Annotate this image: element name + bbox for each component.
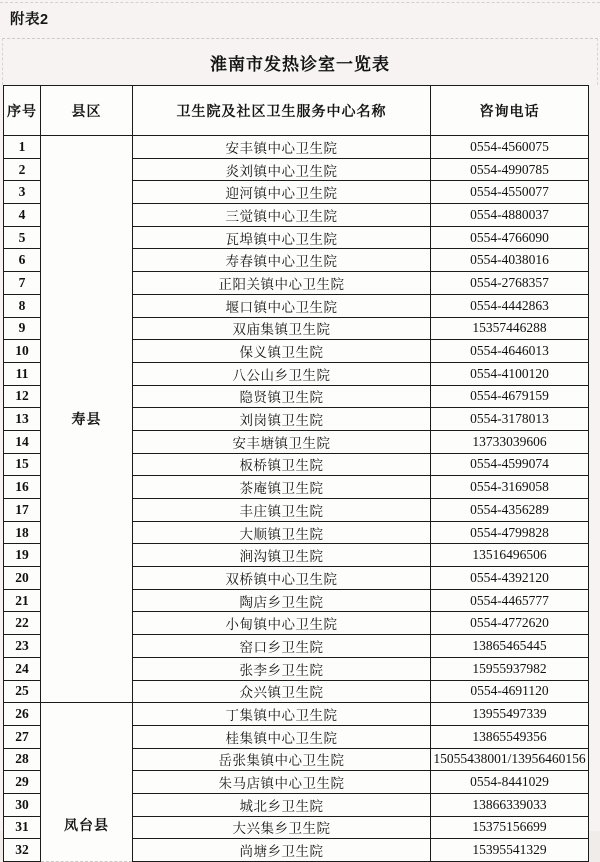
clinic-name-cell: 大顺镇卫生院	[133, 521, 431, 544]
phone-cell: 0554-4766090	[431, 226, 589, 249]
row-number-cell: 7	[4, 272, 41, 295]
header-cell-number: 序号	[4, 86, 41, 136]
phone-cell: 0554-2768357	[431, 272, 589, 295]
clinic-name-cell: 隐贤镇卫生院	[133, 385, 431, 408]
clinic-name-cell: 保义镇卫生院	[133, 340, 431, 363]
phone-cell: 0554-4799828	[431, 521, 589, 544]
row-number-cell: 16	[4, 476, 41, 499]
clinic-name-cell: 寿春镇中心卫生院	[133, 249, 431, 272]
row-number-cell: 14	[4, 430, 41, 453]
phone-cell: 0554-4465777	[431, 589, 589, 612]
clinic-name-cell: 双桥镇中心卫生院	[133, 567, 431, 590]
row-number-cell: 20	[4, 567, 41, 590]
clinic-name-cell: 八公山乡卫生院	[133, 362, 431, 385]
clinic-name-cell: 尚塘乡卫生院	[133, 839, 431, 862]
clinic-name-cell: 炎刘镇中心卫生院	[133, 158, 431, 181]
phone-cell: 0554-4100120	[431, 362, 589, 385]
county-cell: 寿县	[41, 136, 133, 703]
county-cell: 凤台县	[41, 703, 133, 862]
clinic-name-cell: 桂集镇中心卫生院	[133, 725, 431, 748]
row-number-cell: 3	[4, 181, 41, 204]
clinic-name-cell: 堰口镇中心卫生院	[133, 294, 431, 317]
row-number-cell: 12	[4, 385, 41, 408]
phone-cell: 0554-4880037	[431, 204, 589, 227]
phone-cell: 13955497339	[431, 703, 589, 726]
appendix-label: 附表2	[10, 12, 49, 28]
phone-cell: 13733039606	[431, 430, 589, 453]
phone-cell: 0554-8441029	[431, 771, 589, 794]
clinic-name-cell: 城北乡卫生院	[133, 793, 431, 816]
title-band	[2, 38, 598, 85]
phone-cell: 0554-3169058	[431, 476, 589, 499]
clinic-name-cell: 张李乡卫生院	[133, 657, 431, 680]
table-body	[4, 136, 589, 862]
row-number-cell: 32	[4, 839, 41, 862]
clinic-name-cell: 安丰塘镇卫生院	[133, 430, 431, 453]
phone-cell: 15955937982	[431, 657, 589, 680]
row-number-cell: 23	[4, 635, 41, 658]
clinic-name-cell: 窑口乡卫生院	[133, 635, 431, 658]
row-number-cell: 8	[4, 294, 41, 317]
row-number-cell: 2	[4, 158, 41, 181]
phone-cell: 15395541329	[431, 839, 589, 862]
row-number-cell: 18	[4, 521, 41, 544]
phone-cell: 0554-4691120	[431, 680, 589, 703]
row-number-cell: 25	[4, 680, 41, 703]
row-number-cell: 21	[4, 589, 41, 612]
phone-cell: 0554-4392120	[431, 567, 589, 590]
clinic-name-cell: 刘岗镇卫生院	[133, 408, 431, 431]
phone-cell: 15055438001/13956460156	[431, 748, 589, 771]
row-number-cell: 17	[4, 499, 41, 522]
header-cell-name: 卫生院及社区卫生服务中心名称	[133, 86, 431, 136]
row-number-cell: 24	[4, 657, 41, 680]
clinic-name-cell: 迎河镇中心卫生院	[133, 181, 431, 204]
row-number-cell: 22	[4, 612, 41, 635]
clinic-name-cell: 丰庄镇卫生院	[133, 499, 431, 522]
clinic-name-cell: 小甸镇中心卫生院	[133, 612, 431, 635]
phone-cell: 0554-4442863	[431, 294, 589, 317]
clinic-name-cell: 陶店乡卫生院	[133, 589, 431, 612]
row-number-cell: 29	[4, 771, 41, 794]
phone-cell: 0554-4990785	[431, 158, 589, 181]
clinic-name-cell: 正阳关镇中心卫生院	[133, 272, 431, 295]
phone-cell: 13865465445	[431, 635, 589, 658]
clinic-name-cell: 双庙集镇卫生院	[133, 317, 431, 340]
row-number-cell: 11	[4, 362, 41, 385]
row-number-cell: 26	[4, 703, 41, 726]
row-number-cell: 19	[4, 544, 41, 567]
row-number-cell: 31	[4, 816, 41, 839]
row-number-cell: 5	[4, 226, 41, 249]
phone-cell: 0554-4679159	[431, 385, 589, 408]
table-row	[4, 703, 589, 726]
clinic-table	[3, 85, 589, 862]
clinic-name-cell: 岳张集镇中心卫生院	[133, 748, 431, 771]
page-title: 淮南市发热诊室一览表	[210, 54, 390, 74]
phone-cell: 13516496506	[431, 544, 589, 567]
phone-cell: 15375156699	[431, 816, 589, 839]
row-number-cell: 6	[4, 249, 41, 272]
table-row	[4, 136, 589, 159]
row-number-cell: 30	[4, 793, 41, 816]
phone-cell: 13866339033	[431, 793, 589, 816]
phone-cell: 0554-4772620	[431, 612, 589, 635]
phone-cell: 0554-4550077	[431, 181, 589, 204]
clinic-name-cell: 涧沟镇卫生院	[133, 544, 431, 567]
row-number-cell: 10	[4, 340, 41, 363]
clinic-name-cell: 安丰镇中心卫生院	[133, 136, 431, 159]
header-cell-phone: 咨询电话	[431, 86, 589, 136]
header-cell-county: 县区	[41, 86, 133, 136]
row-number-cell: 1	[4, 136, 41, 159]
row-number-cell: 9	[4, 317, 41, 340]
row-number-cell: 27	[4, 725, 41, 748]
phone-cell: 0554-4560075	[431, 136, 589, 159]
clinic-name-cell: 众兴镇卫生院	[133, 680, 431, 703]
phone-cell: 0554-4356289	[431, 499, 589, 522]
clinic-name-cell: 瓦埠镇中心卫生院	[133, 226, 431, 249]
clinic-name-cell: 丁集镇中心卫生院	[133, 703, 431, 726]
clinic-name-cell: 三觉镇中心卫生院	[133, 204, 431, 227]
phone-cell: 0554-4038016	[431, 249, 589, 272]
phone-cell: 13865549356	[431, 725, 589, 748]
clinic-name-cell: 茶庵镇卫生院	[133, 476, 431, 499]
clinic-name-cell: 朱马店镇中心卫生院	[133, 771, 431, 794]
phone-cell: 0554-3178013	[431, 408, 589, 431]
row-number-cell: 13	[4, 408, 41, 431]
table-header-row	[4, 86, 589, 136]
row-number-cell: 28	[4, 748, 41, 771]
phone-cell: 0554-4646013	[431, 340, 589, 363]
clinic-name-cell: 板桥镇卫生院	[133, 453, 431, 476]
phone-cell: 15357446288	[431, 317, 589, 340]
clinic-name-cell: 大兴集乡卫生院	[133, 816, 431, 839]
row-number-cell: 4	[4, 204, 41, 227]
phone-cell: 0554-4599074	[431, 453, 589, 476]
row-number-cell: 15	[4, 453, 41, 476]
